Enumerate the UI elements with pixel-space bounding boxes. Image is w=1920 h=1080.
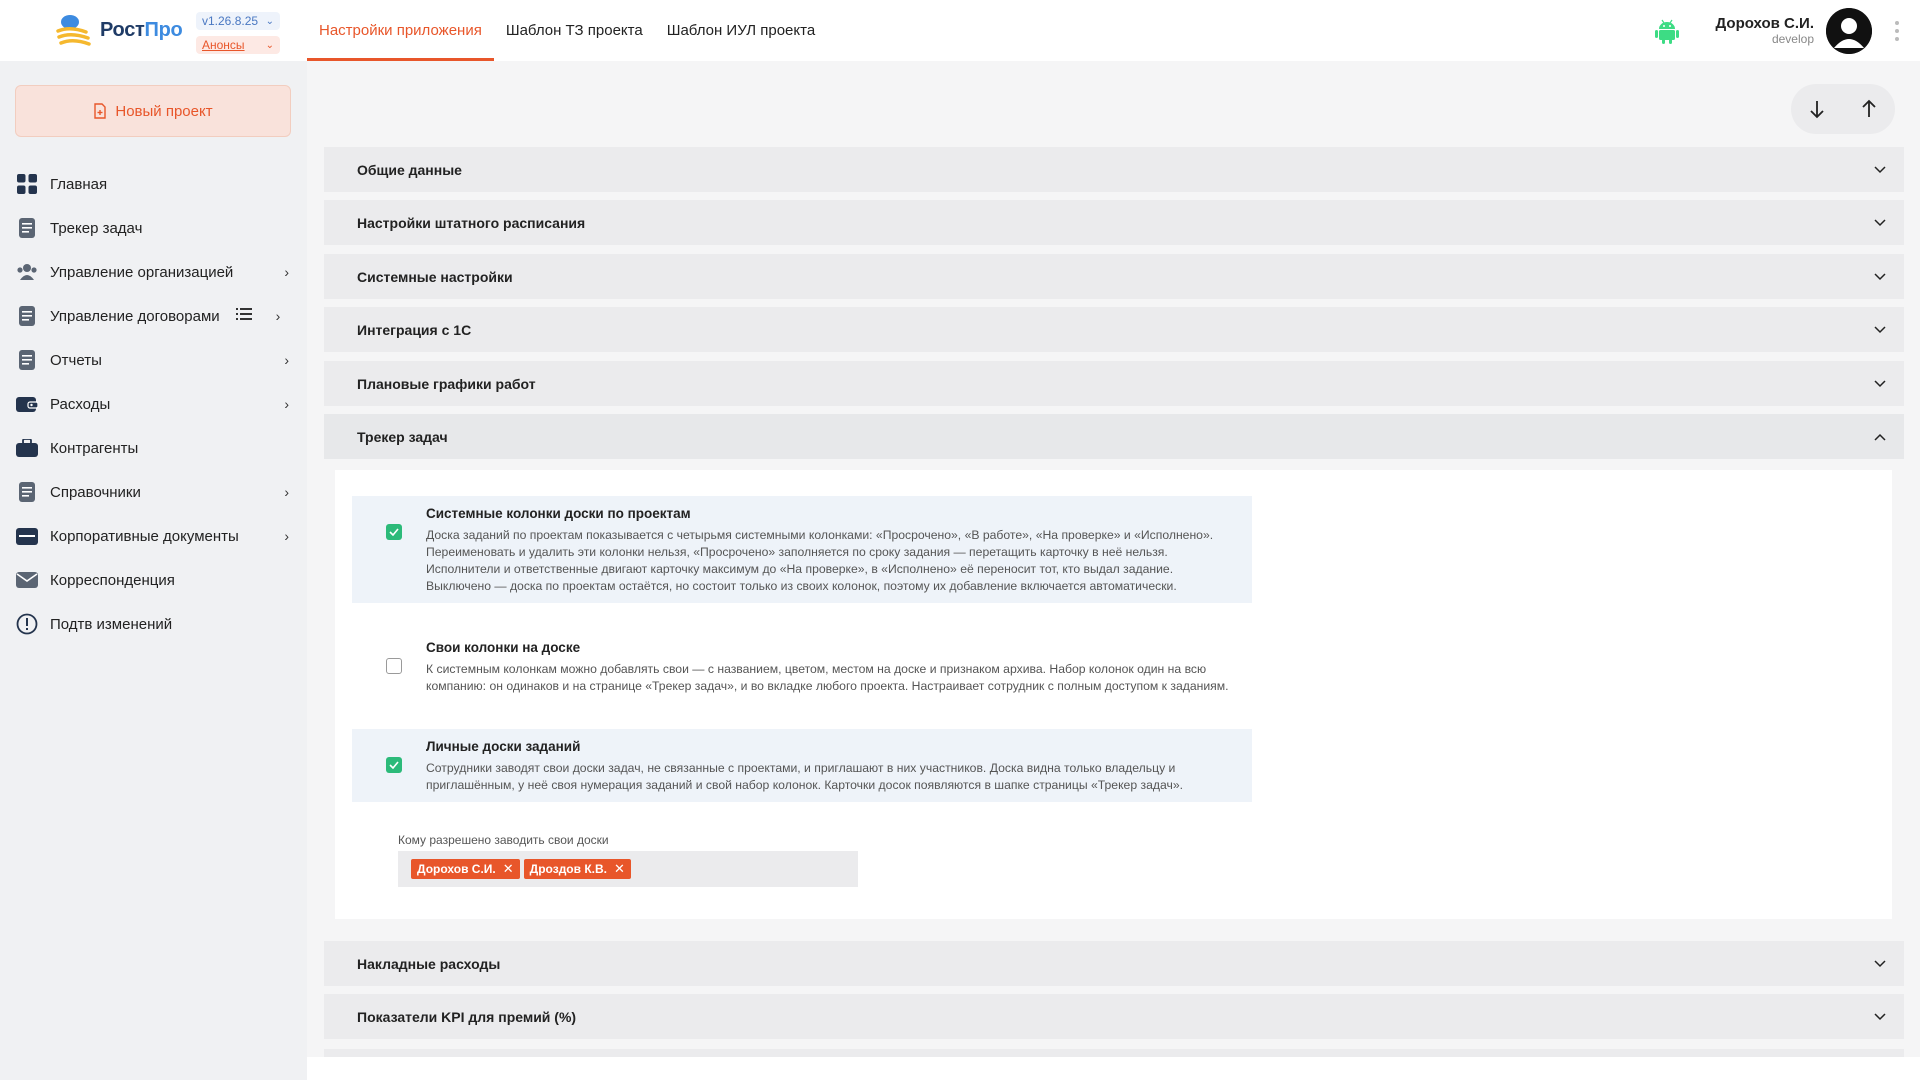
rostpro-logo-icon[interactable] bbox=[56, 12, 92, 50]
logo-text[interactable] bbox=[100, 19, 182, 42]
personal-boards-checkbox[interactable] bbox=[386, 757, 402, 773]
tab-tz-template[interactable] bbox=[494, 0, 655, 61]
user-info[interactable] bbox=[1716, 15, 1814, 46]
document-icon bbox=[16, 481, 38, 503]
section-title: Накладные расходы bbox=[357, 955, 501, 972]
document-icon bbox=[16, 349, 38, 371]
list-icon[interactable] bbox=[236, 307, 252, 325]
section-task-tracker[interactable] bbox=[324, 414, 1904, 459]
document-icon bbox=[16, 305, 38, 327]
sidebar-item-label: Управление договорами bbox=[50, 307, 220, 325]
user-role: develop bbox=[1771, 32, 1814, 46]
users-icon bbox=[16, 261, 38, 283]
user-area bbox=[1654, 0, 1920, 61]
tag-label: Дроздов К.В. bbox=[529, 862, 608, 876]
section-title: Плановые графики работ bbox=[357, 375, 536, 392]
sidebar bbox=[0, 61, 307, 1080]
sidebar-item-organization[interactable] bbox=[0, 250, 307, 294]
logo-text-main: Рост bbox=[100, 19, 145, 41]
chevron-down-icon bbox=[1874, 271, 1886, 283]
sidebar-item-change-confirmation[interactable] bbox=[0, 602, 307, 646]
new-project-button[interactable] bbox=[15, 85, 291, 137]
chevron-right-icon: › bbox=[284, 264, 289, 280]
alert-circle-icon bbox=[16, 613, 38, 635]
user-tag bbox=[411, 859, 520, 879]
section-title: Интеграция с 1С bbox=[357, 321, 472, 338]
version-label: v1.26.8.25 bbox=[202, 14, 259, 28]
sidebar-item-label: Корреспонденция bbox=[50, 571, 175, 589]
remove-tag-icon[interactable]: ✕ bbox=[502, 861, 514, 876]
version-select[interactable] bbox=[196, 12, 280, 30]
option-personal-boards bbox=[352, 729, 1252, 802]
section-title: Показатели KPI для премий (%) bbox=[357, 1008, 577, 1025]
user-name: Дорохов С.И. bbox=[1715, 15, 1814, 32]
document-icon bbox=[16, 217, 38, 239]
chevron-right-icon: › bbox=[284, 484, 289, 500]
sidebar-item-label: Расходы bbox=[50, 395, 111, 413]
tab-label: Шаблон ИУЛ проекта bbox=[666, 22, 816, 39]
sidebar-nav bbox=[0, 162, 307, 646]
chevron-down-icon bbox=[1874, 324, 1886, 336]
logo-text-accent: Про bbox=[144, 19, 183, 41]
file-plus-icon bbox=[93, 103, 107, 119]
task-tracker-panel bbox=[335, 470, 1892, 919]
section-title: Системные настройки bbox=[357, 268, 513, 285]
android-icon[interactable] bbox=[1654, 18, 1680, 44]
option-title: Личные доски заданий bbox=[426, 739, 581, 754]
option-description: К системным колонкам можно добавлять свои — с названием, цветом, местом на доске и признаком архива. Набор колонок один на всю компанию: он одинаков и на странице «Трекер задач», и во вкладке любого проекта. Настраивает сотрудник с полным доступом к заданиям. bbox=[426, 662, 1229, 693]
sidebar-item-expenses[interactable] bbox=[0, 382, 307, 426]
option-title: Свои колонки на доске bbox=[426, 640, 581, 655]
remove-tag-icon[interactable]: ✕ bbox=[614, 861, 625, 876]
avatar[interactable] bbox=[1826, 8, 1872, 54]
chevron-down-icon bbox=[1874, 164, 1886, 176]
bottom-area bbox=[307, 1057, 1920, 1080]
arrow-up-icon[interactable] bbox=[1849, 89, 1889, 129]
option-title: Системные колонки доски по проектам bbox=[426, 506, 691, 521]
arrow-down-icon[interactable] bbox=[1797, 89, 1837, 129]
option-description: Доска заданий по проектам показывается с четырьмя системными колонками: «Просрочено», «В работе», «На проверке» и «Исполнено». Переименовать и удалить эти колонки нельзя, «Просрочено» заполняется по сроку задания — перетащить карточку в неё нельзя. Исполнители и ответственные двигают карточку максимум до «На проверке», в «Исполнено» её переносит тот, кто выдал задание. Выключено — доска по проектам остаётся, но состоит только из своих колонок, поэтому их добавление включается автоматически. bbox=[426, 528, 1214, 593]
tab-app-settings[interactable] bbox=[307, 0, 494, 61]
section-kpi-bonuses[interactable] bbox=[324, 994, 1904, 1039]
sidebar-item-task-tracker[interactable] bbox=[0, 206, 307, 250]
custom-columns-checkbox[interactable] bbox=[386, 658, 402, 674]
tab-label: Шаблон ТЗ проекта bbox=[505, 22, 643, 39]
option-description: Сотрудники заводят свои доски задач, не связанные с проектами, и приглашают в них участников. Доска видна только владельцу и приглашённым, у неё своя нумерация заданий и свой набор колонок. Карточки досок появляются в шапке страницы «Трекер задач». bbox=[426, 761, 1184, 792]
sidebar-item-label: Подтв изменений bbox=[50, 615, 173, 633]
announcements-select[interactable] bbox=[196, 36, 280, 54]
tag-label: Дорохов С.И. bbox=[417, 862, 496, 876]
chevron-down-icon bbox=[1874, 217, 1886, 229]
sidebar-item-label: Корпоративные документы bbox=[50, 527, 239, 545]
sort-controls bbox=[1791, 84, 1895, 134]
section-general-data[interactable] bbox=[324, 147, 1904, 192]
more-menu-icon[interactable] bbox=[1892, 21, 1902, 41]
sidebar-item-counterparties[interactable] bbox=[0, 426, 307, 470]
sidebar-item-label: Отчеты bbox=[50, 351, 102, 369]
option-custom-columns bbox=[352, 630, 1252, 703]
tab-label: Настройки приложения bbox=[319, 22, 482, 39]
main-content bbox=[307, 61, 1920, 1080]
user-tag bbox=[524, 859, 631, 879]
section-1c-integration[interactable] bbox=[324, 307, 1904, 352]
sidebar-item-contracts[interactable] bbox=[0, 294, 307, 338]
section-planned-schedules[interactable] bbox=[324, 361, 1904, 406]
section-overhead-costs[interactable] bbox=[324, 941, 1904, 986]
brand-area bbox=[0, 0, 307, 61]
next-section-edge bbox=[324, 1049, 1904, 1057]
section-title: Общие данные bbox=[357, 161, 462, 178]
top-tabs bbox=[307, 0, 827, 61]
briefcase-icon bbox=[16, 437, 38, 459]
chevron-down-icon bbox=[1874, 378, 1886, 390]
allowed-users-input[interactable] bbox=[398, 851, 858, 887]
sidebar-item-home[interactable] bbox=[0, 162, 307, 206]
sidebar-item-correspondence[interactable] bbox=[0, 558, 307, 602]
chevron-right-icon: › bbox=[284, 528, 289, 544]
wallet-icon bbox=[16, 393, 38, 415]
dashboard-icon bbox=[16, 173, 38, 195]
sidebar-item-label: Справочники bbox=[50, 483, 141, 501]
allowed-users-label: Кому разрешено заводить свои доски bbox=[398, 833, 609, 847]
sidebar-item-corporate-docs[interactable] bbox=[0, 514, 307, 558]
chevron-down-icon: ⌄ bbox=[265, 39, 274, 51]
chevron-right-icon: › bbox=[284, 352, 289, 368]
announcements-label: Анонсы bbox=[202, 38, 245, 52]
chevron-down-icon bbox=[1874, 958, 1886, 970]
section-title: Трекер задач bbox=[357, 428, 448, 445]
app-header bbox=[0, 0, 1920, 61]
system-columns-checkbox[interactable] bbox=[386, 524, 402, 540]
chevron-right-icon: › bbox=[284, 396, 289, 412]
sidebar-item-label: Трекер задач bbox=[50, 219, 143, 237]
tab-iul-template[interactable] bbox=[655, 0, 827, 61]
chevron-right-icon: › bbox=[275, 308, 281, 324]
option-system-columns bbox=[352, 496, 1252, 603]
folder-icon bbox=[16, 525, 38, 547]
chevron-up-icon bbox=[1874, 431, 1886, 443]
sidebar-item-label: Контрагенты bbox=[50, 439, 139, 457]
sidebar-item-label: Управление организацией bbox=[50, 263, 234, 281]
section-system-settings[interactable] bbox=[324, 254, 1904, 299]
mail-icon bbox=[16, 569, 38, 591]
section-staff-schedule[interactable] bbox=[324, 200, 1904, 245]
sidebar-item-label: Главная bbox=[50, 175, 108, 193]
chevron-down-icon bbox=[1874, 1011, 1886, 1023]
sidebar-item-directories[interactable] bbox=[0, 470, 307, 514]
section-title: Настройки штатного расписания bbox=[357, 214, 586, 231]
chevron-down-icon: ⌄ bbox=[265, 15, 274, 27]
sidebar-item-reports[interactable] bbox=[0, 338, 307, 382]
new-project-label: Новый проект bbox=[115, 102, 213, 120]
